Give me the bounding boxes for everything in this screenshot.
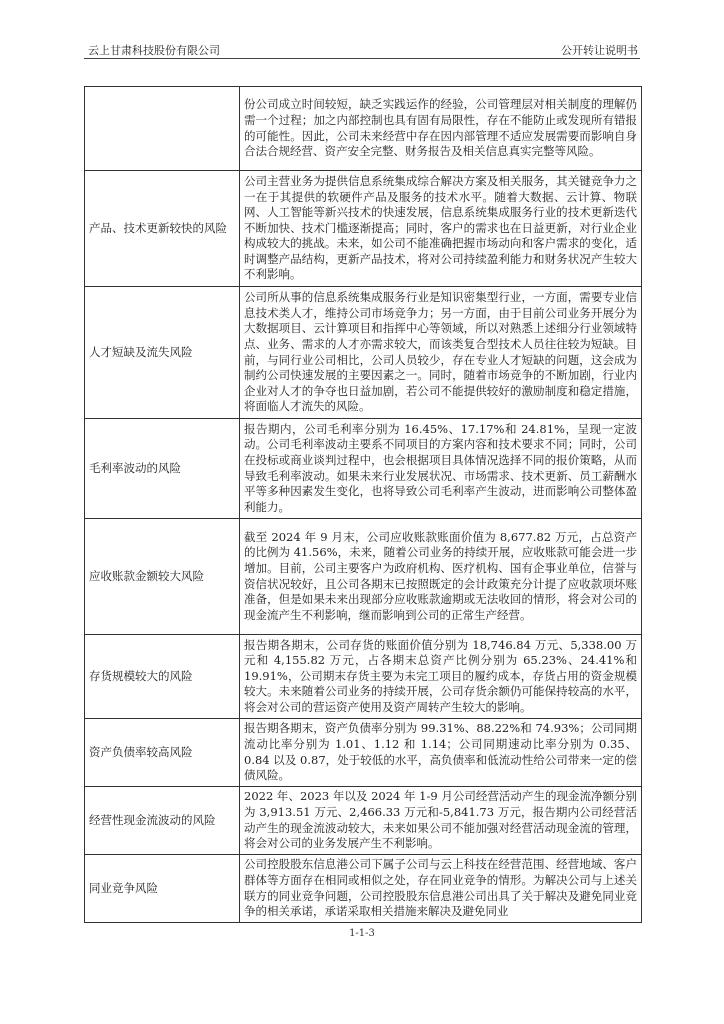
risk-factors-table [84,86,642,923]
risk-name-cell: 存货规模较大的风险 [85,635,240,719]
risk-description-cell: 2022 年、2023 年以及 2024 年 1-9 月公司经营活动产生的现金流净额分别为 3,913.51 万元、2,466.33 万元和-5,841.73 万元，报告期内公司经营活动产生的现金流波动较大，未来如果公司不能加强对经营活动现金流的管理，将会对公司的业务发展产生不利影响。 [240,787,642,855]
risk-description-cell: 报告期各期末，公司存货的账面价值分别为 18,746.84 万元、5,338.00 万元和 4,155.82 万元，占各期末总资产比例分别为 65.23%、24.41%和 19.91%，公司期末存货主要为未完工项目的履约成本，存货占用的资金规模较大。未来随着公司业务的持续开展，公司存货余额仍可能保持较高的水平，将会对公司的营运资产使用及资产周转产生较大的影响。 [240,635,642,719]
risk-name-cell: 应收账款金额较大风险 [85,519,240,635]
risk-name-cell: 毛利率波动的风险 [85,419,240,519]
risk-description-cell: 报告期内，公司毛利率分别为 16.45%、17.17%和 24.81%，呈现一定波动。公司毛利率波动主要系不同项目的方案内容和技术要求不同；同时，公司在投标或商业谈判过程中，也会根据项目具体情况选择不同的报价策略，从而导致毛利率波动。如果未来行业发展状况、市场需求、技术更新、员工薪酬水平等多种因素发生变化，也将导致公司毛利率产生波动，进而影响公司整体盈利能力。 [240,419,642,519]
table-row [85,787,642,855]
table-row [85,287,642,419]
table-row [85,635,642,719]
risk-name-cell: 同业竞争风险 [85,855,240,923]
risk-name-cell: 资产负债率较高风险 [85,719,240,787]
table-row [85,855,642,923]
risk-description-cell: 公司所从事的信息系统集成服务行业是知识密集型行业，一方面，需要专业信息技术类人才，维持公司市场竞争力；另一方面，由于目前公司业务开展分为大数据项目、云计算项目和指挥中心等领域，所以对熟悉上述细分行业领域特点、业务、需求的人才亦需求较大，而该类复合型技术人员往往较为短缺。目前，与同行业公司相比，公司人员较少，存在专业人才短缺的问题，这会成为制约公司快速发展的主要因素之一。同时，随着市场竞争的不断加剧，行业内企业对人才的争夺也日益加剧，若公司不能提供较好的激励制度和稳定措施，将面临人才流失的风险。 [240,287,642,419]
page-number: 1-1-3 [349,928,375,939]
risk-description-cell: 公司控股股东信息港公司下属子公司与云上科技在经营范围、经营地域、客户群体等方面存在相同或相似之处，存在同业竞争的情形。为解决公司与上述关联方的同业竞争问题，公司控股股东信息港公司出具了关于解决及避免同业竞争的相关承诺，承诺采取相关措施来解决及避免同业 [240,855,642,923]
risk-name-cell: 产品、技术更新较快的风险 [85,171,240,287]
header-company-name: 云上甘肃科技股份有限公司 [88,44,220,57]
table-row [85,719,642,787]
risk-name-cell: 经营性现金流波动的风险 [85,787,240,855]
table-row [85,519,642,635]
table-row [85,419,642,519]
risk-description-cell: 份公司成立时间较短，缺乏实践运作的经验，公司管理层对相关制度的理解仍需一个过程；加之内部控制也具有固有局限性，存在不能防止或发现所有错报的可能性。因此，公司未来经营中存在因内部管理不适应发展需要而影响自身合法合规经营、资产安全完整、财务报告及相关信息真实完整等风险。 [240,87,642,171]
header-document-title: 公开转让说明书 [561,44,638,57]
risk-name-cell [85,87,240,171]
risk-description-cell: 公司主营业务为提供信息系统集成综合解决方案及相关服务，其关键竞争力之一在于其提供的软硬件产品及服务的技术水平。随着大数据、云计算、物联网、人工智能等新兴技术的快速发展，信息系统集成服务行业的技术更新迭代不断加快、技术门槛逐渐提高；同时，客户的需求也在日益更新，对行业企业构成较大的挑战。未来，如公司不能准确把握市场动向和客户需求的变化，适时调整产品结构，更新产品技术，将对公司持续盈利能力和财务状况产生较大不利影响。 [240,171,642,287]
table-row [85,171,642,287]
table-row [85,87,642,171]
risk-name-cell: 人才短缺及流失风险 [85,287,240,419]
risk-description-cell: 报告期各期末，资产负债率分别为 99.31%、88.22%和 74.93%；公司同期流动比率分别为 1.01、1.12 和 1.14；公司同期速动比率分别为 0.35、0.84 以及 0.87，处于较低的水平，高负债率和低流动性给公司带来一定的偿债风险。 [240,719,642,787]
risk-description-cell: 截至 2024 年 9 月末，公司应收账款账面价值为 8,677.82 万元，占总资产的比例为 41.56%，未来，随着公司业务的持续开展，应收账款可能会进一步增加。目前，公司主要客户为政府机构、医疗机构、国有企事业单位，信誉与资信状况较好，且公司各期末已按照既定的会计政策充分计提了应收款项坏账准备，但是如果未来出现部分应收账款逾期或无法收回的情形，将会对公司的现金流产生不利影响，继而影响到公司的正常生产经营。 [240,519,642,635]
header-divider [84,58,640,59]
